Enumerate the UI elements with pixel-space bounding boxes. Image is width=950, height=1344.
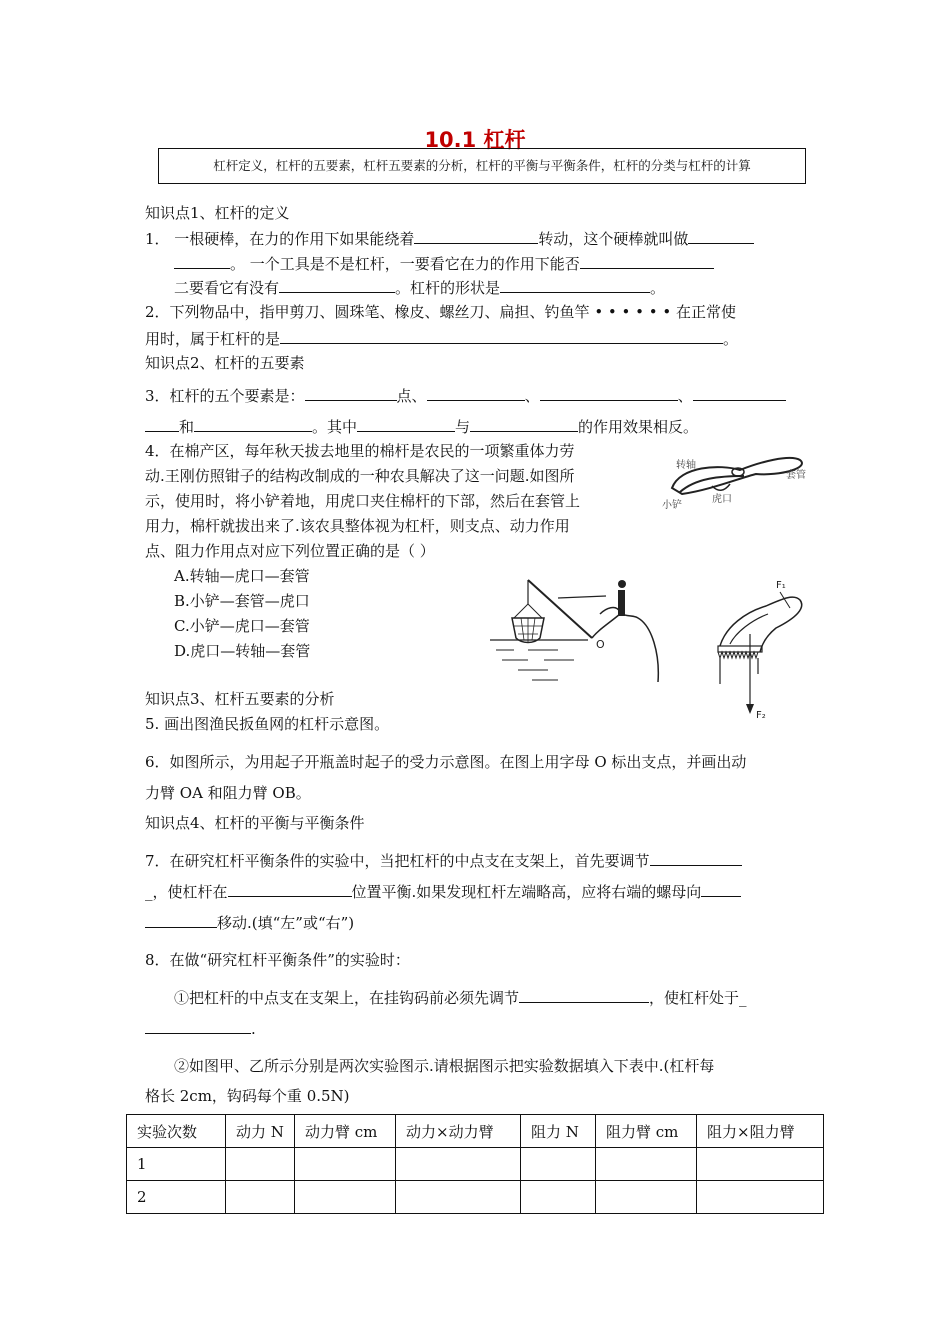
data-table bbox=[126, 1114, 824, 1214]
q8-part1-line1 bbox=[174, 987, 747, 1008]
cell[interactable] bbox=[697, 1148, 824, 1181]
q1-blank-2[interactable] bbox=[688, 228, 754, 244]
q3-blank-5[interactable] bbox=[194, 416, 312, 432]
table-row bbox=[127, 1148, 824, 1181]
q8-text-p1b: ，使杠杆处于_ bbox=[649, 989, 747, 1007]
cotton-puller-figure bbox=[660, 448, 820, 514]
q3-text-h: 的作用效果相反。 bbox=[578, 418, 699, 436]
q1-text-a: 1． 一根硬棒，在力的作用下如果能绕着 bbox=[145, 230, 415, 248]
q6-line1: 6．如图所示，为用起子开瓶盖时起子的受力示意图。在图上用字母 O 标出支点，并画出动 bbox=[145, 753, 747, 771]
q4-option-a[interactable]: A.转轴—虎口—套管 bbox=[174, 567, 310, 585]
q7-text-c: 位置平衡.如果发现杠杆左端略高，应将右端的螺母向 bbox=[351, 883, 702, 901]
fig-label-hukou: 虎口 bbox=[712, 494, 732, 505]
th-trial: 实验次数 bbox=[127, 1115, 226, 1148]
q3-text-g: 与 bbox=[455, 418, 471, 436]
q4-line4: 用力，棉杆就拔出来了.该农具整体视为杠杆，则支点、动力作用 bbox=[145, 517, 570, 535]
q3-line2 bbox=[145, 416, 698, 437]
q5-text: 5. 画出图渔民扳鱼网的杠杆示意图。 bbox=[145, 715, 390, 733]
cell[interactable] bbox=[295, 1148, 396, 1181]
q7-blank-3b[interactable] bbox=[145, 912, 217, 928]
cell[interactable] bbox=[226, 1148, 295, 1181]
topics-box: 杠杆定义，杠杆的五要素，杠杆五要素的分析，杠杆的平衡与平衡条件，杠杆的分类与杠杆的计算 bbox=[158, 148, 806, 184]
q1-blank-4[interactable] bbox=[279, 277, 395, 293]
q3-blank-4b[interactable] bbox=[145, 416, 179, 432]
q6-line2: 力臂 OA 和阻力臂 OB。 bbox=[145, 784, 311, 802]
cell: 1 bbox=[127, 1148, 226, 1181]
q1-text-d: 二要看它有没有 bbox=[174, 279, 280, 297]
cell[interactable] bbox=[226, 1181, 295, 1214]
table-header-row bbox=[127, 1115, 824, 1148]
q7-text-d: 移动.(填“左”或“右”) bbox=[217, 914, 355, 932]
q8-blank-2[interactable] bbox=[145, 1018, 251, 1034]
q7-line2 bbox=[145, 881, 741, 902]
q8-text-p1a: ①把杠杆的中点支在支架上，在挂钩码前必须先调节 bbox=[174, 989, 520, 1007]
kp3-heading: 知识点3、杠杆五要素的分析 bbox=[145, 690, 335, 708]
table-row bbox=[127, 1181, 824, 1214]
q3-blank-7[interactable] bbox=[470, 416, 578, 432]
q1-text-f: 。 bbox=[650, 279, 666, 297]
fishing-net-figure bbox=[488, 574, 668, 692]
q7-text-b: _，使杠杆在 bbox=[145, 883, 228, 901]
q1-text-b: 转动，这个硬棒就叫做 bbox=[538, 230, 689, 248]
page-title: 10.1 杠杆 bbox=[424, 128, 526, 152]
q8-heading: 8．在做“研究杠杆平衡条件”的实验时： bbox=[145, 951, 410, 969]
q1-line2 bbox=[174, 253, 714, 274]
bottle-opener-figure bbox=[706, 574, 816, 724]
q7-blank-2[interactable] bbox=[228, 881, 352, 897]
q1-blank-1[interactable] bbox=[414, 228, 538, 244]
q3-blank-1[interactable] bbox=[305, 385, 397, 401]
q7-line1 bbox=[145, 850, 742, 871]
q7-text-a: 7．在研究杠杆平衡条件的实验中，当把杠杆的中点支在支架上，首先要调节 bbox=[145, 852, 650, 870]
q4-option-b[interactable]: B.小铲—套管—虎口 bbox=[174, 592, 310, 610]
fig-label-f2: F₂ bbox=[756, 710, 766, 721]
q8-part2-line2: 格长 2cm，钩码每个重 0.5N) bbox=[145, 1087, 350, 1105]
cell: 2 bbox=[127, 1181, 226, 1214]
cell[interactable] bbox=[697, 1181, 824, 1214]
th-load: 阻力 N bbox=[521, 1115, 596, 1148]
q3-text-a: 3．杠杆的五个要素是： bbox=[145, 387, 305, 405]
q3-blank-4[interactable] bbox=[693, 385, 786, 401]
fig-label-taoguan: 套管 bbox=[786, 470, 806, 481]
th-effort-arm: 动力臂 cm bbox=[295, 1115, 396, 1148]
fig-label-f1: F₁ bbox=[776, 580, 786, 591]
q4-line2: 动.王刚仿照钳子的结构改制成的一种农具解决了这一问题.如图所 bbox=[145, 467, 575, 485]
q1-text-e: 。杠杆的形状是 bbox=[395, 279, 501, 297]
kp1-heading: 知识点1、杠杆的定义 bbox=[145, 204, 290, 222]
q8-part1-line2 bbox=[145, 1018, 256, 1039]
q8-text-p1c: . bbox=[251, 1020, 256, 1038]
q8-blank-1[interactable] bbox=[519, 987, 649, 1003]
th-load-product: 阻力×阻力臂 bbox=[697, 1115, 824, 1148]
q7-line3 bbox=[145, 912, 354, 933]
q4-option-d[interactable]: D.虎口—转轴—套管 bbox=[174, 642, 311, 660]
cell[interactable] bbox=[521, 1181, 596, 1214]
kp4-heading: 知识点4、杠杆的平衡与平衡条件 bbox=[145, 814, 365, 832]
q1-blank-2b[interactable] bbox=[174, 253, 230, 269]
q2-line1: 2．下列物品中，指甲剪刀、圆珠笔、橡皮、螺丝刀、扁担、钓鱼竿 • • • • • • 在正常使 bbox=[145, 303, 737, 321]
q2-line2 bbox=[145, 328, 738, 349]
cell[interactable] bbox=[521, 1148, 596, 1181]
q2-blank[interactable] bbox=[280, 328, 723, 344]
fig-label-zhuanzhou: 转轴 bbox=[676, 460, 696, 471]
kp2-heading: 知识点2、杠杆的五要素 bbox=[145, 354, 305, 372]
cell[interactable] bbox=[596, 1181, 697, 1214]
fig-label-xiaochan: 小铲 bbox=[662, 500, 682, 511]
th-effort-product: 动力×动力臂 bbox=[396, 1115, 521, 1148]
q3-text-f: 。其中 bbox=[312, 418, 358, 436]
cell[interactable] bbox=[295, 1181, 396, 1214]
q3-blank-3[interactable] bbox=[540, 385, 678, 401]
q1-line3 bbox=[174, 277, 665, 298]
cell[interactable] bbox=[596, 1148, 697, 1181]
q1-line1 bbox=[145, 228, 754, 249]
q3-text-c: 、 bbox=[524, 387, 540, 405]
q3-blank-6[interactable] bbox=[357, 416, 455, 432]
q2-text-b: 用时，属于杠杆的是 bbox=[145, 330, 281, 348]
q3-line1 bbox=[145, 385, 786, 406]
cell[interactable] bbox=[396, 1181, 521, 1214]
q1-blank-3[interactable] bbox=[580, 253, 714, 269]
q3-blank-2[interactable] bbox=[427, 385, 525, 401]
th-effort: 动力 N bbox=[226, 1115, 295, 1148]
q7-blank-3[interactable] bbox=[701, 881, 741, 897]
q4-line5: 点、阻力作用点对应下列位置正确的是（ ） bbox=[145, 542, 435, 560]
q1-text-c: 。 一个工具是不是杠杆，一要看它在力的作用下能否 bbox=[230, 255, 580, 273]
q4-line1: 4．在棉产区，每年秋天拔去地里的棉杆是农民的一项繁重体力劳 bbox=[145, 442, 575, 460]
q7-blank-1[interactable] bbox=[650, 850, 742, 866]
q1-blank-5[interactable] bbox=[500, 277, 650, 293]
cell[interactable] bbox=[396, 1148, 521, 1181]
q2-text-c: 。 bbox=[723, 330, 739, 348]
q3-text-e: 和 bbox=[179, 418, 195, 436]
q4-line3: 示，使用时，将小铲着地，用虎口夹住棉杆的下部，然后在套管上 bbox=[145, 492, 581, 510]
q8-part2-line1: ②如图甲、乙所示分别是两次实验图示.请根据图示把实验数据填入下表中.(杠杆每 bbox=[174, 1057, 715, 1075]
q4-option-c[interactable]: C.小铲—虎口—套管 bbox=[174, 617, 310, 635]
fig-label-o: O bbox=[596, 638, 605, 651]
q3-text-d: 、 bbox=[677, 387, 693, 405]
th-load-arm: 阻力臂 cm bbox=[596, 1115, 697, 1148]
q3-text-b: 点、 bbox=[396, 387, 427, 405]
